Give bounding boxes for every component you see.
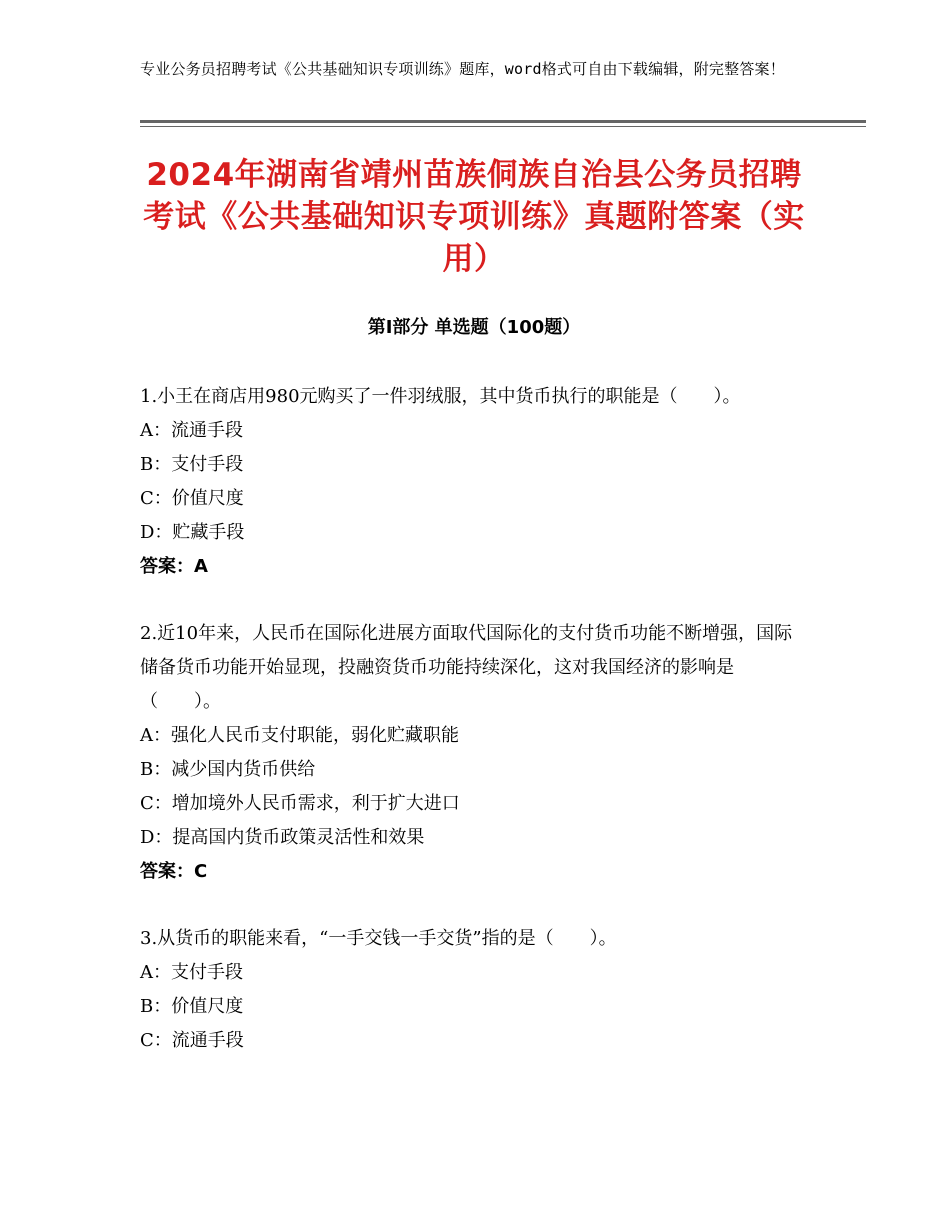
header-rule-thick [140, 120, 866, 123]
answer-label: 答案：C [140, 861, 208, 882]
option-b: B：价值尺度 [140, 996, 244, 1017]
option-a: A：强化人民币支付职能，弱化贮藏职能 [140, 725, 459, 746]
header-note: 专业公务员招聘考试《公共基础知识专项训练》题库，word格式可自由下载编辑，附完整答案！ [140, 60, 785, 78]
option-c: C：增加境外人民币需求，利于扩大进口 [140, 793, 460, 814]
option-b: B：支付手段 [140, 454, 244, 475]
option-b: B：减少国内货币供给 [140, 759, 316, 780]
question-2 [140, 617, 810, 889]
option-a: A：支付手段 [140, 962, 243, 983]
question-1 [140, 380, 810, 584]
option-c: C：价值尺度 [140, 488, 244, 509]
question-stem: 3.从货币的职能来看，“一手交钱一手交货”指的是（ ）。 [140, 928, 617, 949]
question-3 [140, 922, 810, 1058]
option-d: D：贮藏手段 [140, 522, 245, 543]
option-a: A：流通手段 [140, 420, 243, 441]
header-rule-thin [140, 126, 866, 127]
question-list [140, 380, 810, 1091]
document-title: 2024年湖南省靖州苗族侗族自治县公务员招聘考试《公共基础知识专项训练》真题附答案（实用） [143, 157, 805, 277]
answer-label: 答案：A [140, 556, 208, 577]
question-stem: 2.近10年来，人民币在国际化进展方面取代国际化的支付货币功能不断增强，国际储备货币功能开始显现，投融资货币功能持续深化，这对我国经济的影响是（ ）。 [140, 623, 793, 712]
section-title: 第Ⅰ部分 单选题（100题） [367, 317, 581, 338]
option-d: D：提高国内货币政策灵活性和效果 [140, 827, 425, 848]
question-stem: 1.小王在商店用980元购买了一件羽绒服，其中货币执行的职能是（ ）。 [140, 386, 741, 407]
option-c: C：流通手段 [140, 1030, 244, 1051]
